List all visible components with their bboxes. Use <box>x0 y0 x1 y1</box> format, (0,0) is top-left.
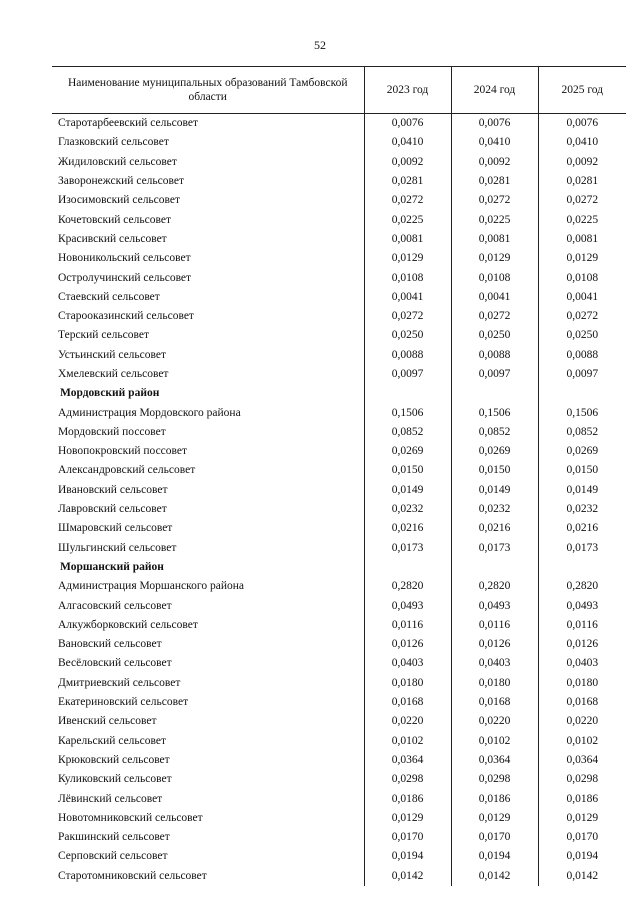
header-year-2023: 2023 год <box>364 67 451 114</box>
table-row <box>52 712 626 731</box>
table-row <box>52 867 626 886</box>
cell-value-2025: 0,0232 <box>566 503 599 516</box>
cell-value-2024: 0,1506 <box>451 403 538 422</box>
cell-value-2024: 0,0220 <box>451 712 538 731</box>
cell-value-2025: 0,0220 <box>566 715 599 728</box>
cell-value-2023: 0,0269 <box>364 442 451 461</box>
cell-value-2024: 0,0194 <box>451 847 538 866</box>
cell-value-2024: 0,0142 <box>451 867 538 886</box>
cell-municipality-name: Кочетовский сельсовет <box>52 210 364 229</box>
table-row <box>52 288 626 307</box>
cell-value-2024: 0,0168 <box>451 693 538 712</box>
cell-value-2025: 0,0852 <box>566 425 599 438</box>
cell-municipality-name: Администрация Моршанского района <box>52 577 364 596</box>
table-row <box>52 461 626 480</box>
cell-value-2025: 0,0225 <box>566 213 599 226</box>
cell-municipality-name: Шмаровский сельсовет <box>52 519 364 538</box>
table-row <box>52 230 626 249</box>
cell-value-2023: 0,0088 <box>364 346 451 365</box>
table-body <box>52 114 626 886</box>
cell-value-2024: 0,0129 <box>451 809 538 828</box>
cell-value-2024: 0,0281 <box>451 172 538 191</box>
table-row <box>52 519 626 538</box>
cell-municipality-name: Весёловский сельсовет <box>52 654 364 673</box>
section-row <box>52 558 626 577</box>
cell-value-2025: 0,0194 <box>566 850 599 863</box>
cell-value-2023: 0,0194 <box>364 847 451 866</box>
cell-value-2023: 0,0129 <box>364 249 451 268</box>
cell-value-2023: 0,0272 <box>364 307 451 326</box>
table-row <box>52 307 626 326</box>
cell-value-2023: 0,0232 <box>364 500 451 519</box>
cell-value-2024: 0,0272 <box>451 191 538 210</box>
table-row <box>52 268 626 287</box>
cell-value-2023: 0,0173 <box>364 539 451 558</box>
cell-value-2025: 0,0149 <box>566 483 599 496</box>
cell-value-2025: 0,0410 <box>566 136 599 149</box>
cell-value-2024: 0,0076 <box>451 114 538 134</box>
cell-municipality-name: Изосимовский сельсовет <box>52 191 364 210</box>
cell-value-2024: 0,0092 <box>451 153 538 172</box>
cell-value-2025: 0,0173 <box>566 541 599 554</box>
cell-value-2024: 0,0232 <box>451 500 538 519</box>
cell-value-2025: 0,0088 <box>566 348 599 361</box>
cell-value-2023: 0,0272 <box>364 191 451 210</box>
cell-municipality-name: Лёвинский сельсовет <box>52 789 364 808</box>
cell-value-2023: 0,0170 <box>364 828 451 847</box>
table-row <box>52 133 626 152</box>
page-number: 52 <box>314 38 326 52</box>
header-year-2024: 2024 год <box>451 67 538 114</box>
cell-value-2023: 0,0220 <box>364 712 451 731</box>
cell-municipality-name: Старооказинский сельсовет <box>52 307 364 326</box>
cell-value-2025: 0,0041 <box>566 290 599 303</box>
table-row <box>52 153 626 172</box>
table-row <box>52 172 626 191</box>
table-row <box>52 114 626 134</box>
cell-value-2024: 0,0108 <box>451 268 538 287</box>
cell-municipality-name: Куликовский сельсовет <box>52 770 364 789</box>
cell-value-2023: 0,0364 <box>364 751 451 770</box>
cell-value-2023 <box>364 384 451 403</box>
cell-municipality-name: Серповский сельсовет <box>52 847 364 866</box>
cell-value-2024: 0,0173 <box>451 539 538 558</box>
cell-municipality-name: Крюковский сельсовет <box>52 751 364 770</box>
cell-value-2025: 0,0170 <box>566 831 599 844</box>
cell-municipality-name: Ивенский сельсовет <box>52 712 364 731</box>
header-name-column: Наименование муниципальных образований Тамбовской области <box>52 67 364 114</box>
cell-value-2023: 0,1506 <box>364 403 451 422</box>
table-row <box>52 481 626 500</box>
cell-value-2024: 0,0225 <box>451 210 538 229</box>
cell-value-2025: 0,0216 <box>566 522 599 535</box>
cell-value-2024: 0,0088 <box>451 346 538 365</box>
cell-value-2024: 0,0170 <box>451 828 538 847</box>
table-row <box>52 654 626 673</box>
cell-value-2023: 0,0250 <box>364 326 451 345</box>
cell-municipality-name: Моршанский район <box>52 558 364 577</box>
cell-municipality-name: Старотарбеевский сельсовет <box>52 114 364 134</box>
table-row <box>52 770 626 789</box>
cell-value-2025: 0,0364 <box>566 753 599 766</box>
table-row <box>52 500 626 519</box>
cell-value-2025: 0,0493 <box>566 599 599 612</box>
table-row <box>52 635 626 654</box>
cell-value-2025: 0,0168 <box>566 696 599 709</box>
table-row <box>52 365 626 384</box>
cell-value-2025: 0,0269 <box>566 445 599 458</box>
cell-value-2024 <box>451 384 538 403</box>
cell-municipality-name: Хмелевский сельсовет <box>52 365 364 384</box>
cell-municipality-name: Лавровский сельсовет <box>52 500 364 519</box>
cell-value-2025: 0,0403 <box>566 657 599 670</box>
table-row <box>52 403 626 422</box>
cell-value-2024: 0,0216 <box>451 519 538 538</box>
cell-value-2023: 0,0298 <box>364 770 451 789</box>
cell-value-2024: 0,0041 <box>451 288 538 307</box>
cell-value-2023: 0,0116 <box>364 616 451 635</box>
cell-value-2025: 0,0298 <box>566 773 599 786</box>
cell-municipality-name: Администрация Мордовского района <box>52 403 364 422</box>
cell-municipality-name: Алкужборковский сельсовет <box>52 616 364 635</box>
cell-value-2024: 0,0129 <box>451 249 538 268</box>
cell-value-2023: 0,2820 <box>364 577 451 596</box>
table-row <box>52 577 626 596</box>
table-row <box>52 751 626 770</box>
cell-municipality-name: Дмитриевский сельсовет <box>52 674 364 693</box>
cell-value-2023: 0,0142 <box>364 867 451 886</box>
cell-value-2023: 0,0180 <box>364 674 451 693</box>
cell-value-2025: 0,0150 <box>566 464 599 477</box>
cell-value-2023: 0,0097 <box>364 365 451 384</box>
cell-value-2023: 0,0081 <box>364 230 451 249</box>
cell-value-2023: 0,0403 <box>364 654 451 673</box>
cell-value-2023: 0,0129 <box>364 809 451 828</box>
cell-value-2025: 0,0186 <box>566 792 599 805</box>
cell-value-2024: 0,0250 <box>451 326 538 345</box>
table-row <box>52 442 626 461</box>
table-row <box>52 847 626 866</box>
cell-value-2024: 0,0186 <box>451 789 538 808</box>
cell-municipality-name: Шульгинский сельсовет <box>52 539 364 558</box>
cell-value-2023: 0,0281 <box>364 172 451 191</box>
table-row <box>52 326 626 345</box>
cell-value-2024: 0,2820 <box>451 577 538 596</box>
cell-value-2025: 0,0108 <box>566 271 599 284</box>
cell-value-2025: 0,2820 <box>566 580 599 593</box>
cell-municipality-name: Мордовский район <box>52 384 364 403</box>
cell-value-2023 <box>364 558 451 577</box>
cell-value-2025 <box>538 384 626 403</box>
cell-value-2025: 0,0081 <box>566 232 599 245</box>
cell-municipality-name: Новоникольский сельсовет <box>52 249 364 268</box>
cell-municipality-name: Вановский сельсовет <box>52 635 364 654</box>
cell-municipality-name: Александровский сельсовет <box>52 461 364 480</box>
cell-value-2025: 0,0281 <box>566 175 599 188</box>
cell-value-2023: 0,0168 <box>364 693 451 712</box>
table-row <box>52 596 626 615</box>
cell-value-2024 <box>451 558 538 577</box>
cell-value-2024: 0,0081 <box>451 230 538 249</box>
cell-value-2024: 0,0097 <box>451 365 538 384</box>
cell-value-2025: 0,1506 <box>566 406 599 419</box>
cell-value-2023: 0,0225 <box>364 210 451 229</box>
table-row <box>52 693 626 712</box>
cell-value-2024: 0,0150 <box>451 461 538 480</box>
cell-value-2024: 0,0403 <box>451 654 538 673</box>
cell-value-2023: 0,0216 <box>364 519 451 538</box>
cell-value-2024: 0,0269 <box>451 442 538 461</box>
table-row <box>52 809 626 828</box>
cell-value-2024: 0,0149 <box>451 481 538 500</box>
table-row <box>52 674 626 693</box>
cell-value-2025: 0,0092 <box>566 155 599 168</box>
cell-value-2025: 0,0129 <box>566 252 599 265</box>
table-row <box>52 732 626 751</box>
cell-value-2024: 0,0410 <box>451 133 538 152</box>
cell-value-2025: 0,0142 <box>566 869 599 882</box>
cell-value-2023: 0,0108 <box>364 268 451 287</box>
cell-value-2023: 0,0186 <box>364 789 451 808</box>
cell-municipality-name: Терский сельсовет <box>52 326 364 345</box>
table-row <box>52 191 626 210</box>
cell-value-2023: 0,0092 <box>364 153 451 172</box>
table-row <box>52 828 626 847</box>
cell-municipality-name: Ивановский сельсовет <box>52 481 364 500</box>
cell-value-2024: 0,0180 <box>451 674 538 693</box>
cell-value-2024: 0,0116 <box>451 616 538 635</box>
cell-value-2023: 0,0493 <box>364 596 451 615</box>
cell-value-2025: 0,0272 <box>566 194 599 207</box>
cell-value-2025: 0,0116 <box>566 618 598 631</box>
cell-municipality-name: Карельский сельсовет <box>52 732 364 751</box>
cell-value-2025: 0,0180 <box>566 676 599 689</box>
cell-value-2024: 0,0298 <box>451 770 538 789</box>
cell-municipality-name: Алгасовский сельсовет <box>52 596 364 615</box>
table-row <box>52 210 626 229</box>
table-row <box>52 346 626 365</box>
table-header-row <box>52 67 626 114</box>
cell-value-2024: 0,0852 <box>451 423 538 442</box>
cell-value-2024: 0,0126 <box>451 635 538 654</box>
cell-municipality-name: Старотомниковский сельсовет <box>52 867 364 886</box>
cell-value-2025: 0,0076 <box>566 117 599 130</box>
table-row <box>52 616 626 635</box>
cell-value-2024: 0,0272 <box>451 307 538 326</box>
cell-value-2023: 0,0041 <box>364 288 451 307</box>
section-row <box>52 384 626 403</box>
cell-value-2024: 0,0102 <box>451 732 538 751</box>
cell-value-2023: 0,0126 <box>364 635 451 654</box>
cell-value-2023: 0,0149 <box>364 481 451 500</box>
cell-value-2025: 0,0102 <box>566 734 599 747</box>
cell-value-2025: 0,0129 <box>566 811 599 824</box>
table-row <box>52 423 626 442</box>
cell-municipality-name: Жидиловский сельсовет <box>52 153 364 172</box>
cell-value-2023: 0,0102 <box>364 732 451 751</box>
allocation-table <box>52 66 626 886</box>
cell-value-2025: 0,0097 <box>566 368 599 380</box>
cell-municipality-name: Мордовский поссовет <box>52 423 364 442</box>
cell-municipality-name: Заворонежский сельсовет <box>52 172 364 191</box>
cell-municipality-name: Остролучинский сельсовет <box>52 268 364 287</box>
cell-value-2023: 0,0410 <box>364 133 451 152</box>
cell-municipality-name: Красивский сельсовет <box>52 230 364 249</box>
cell-municipality-name: Глазковский сельсовет <box>52 133 364 152</box>
cell-municipality-name: Екатериновский сельсовет <box>52 693 364 712</box>
cell-value-2025 <box>538 558 626 577</box>
cell-value-2024: 0,0493 <box>451 596 538 615</box>
cell-value-2025: 0,0272 <box>566 310 599 323</box>
cell-municipality-name: Стаевский сельсовет <box>52 288 364 307</box>
table-row <box>52 789 626 808</box>
cell-value-2023: 0,0852 <box>364 423 451 442</box>
table-row <box>52 249 626 268</box>
cell-value-2024: 0,0364 <box>451 751 538 770</box>
cell-municipality-name: Ракшинский сельсовет <box>52 828 364 847</box>
cell-value-2023: 0,0150 <box>364 461 451 480</box>
cell-value-2025: 0,0250 <box>566 329 599 342</box>
table-row <box>52 539 626 558</box>
cell-municipality-name: Новотомниковский сельсовет <box>52 809 364 828</box>
cell-municipality-name: Новопокровский поссовет <box>52 442 364 461</box>
header-year-2025: 2025 год <box>538 67 626 114</box>
cell-value-2025: 0,0126 <box>566 638 599 651</box>
cell-value-2023: 0,0076 <box>364 114 451 134</box>
cell-municipality-name: Устьинский сельсовет <box>52 346 364 365</box>
